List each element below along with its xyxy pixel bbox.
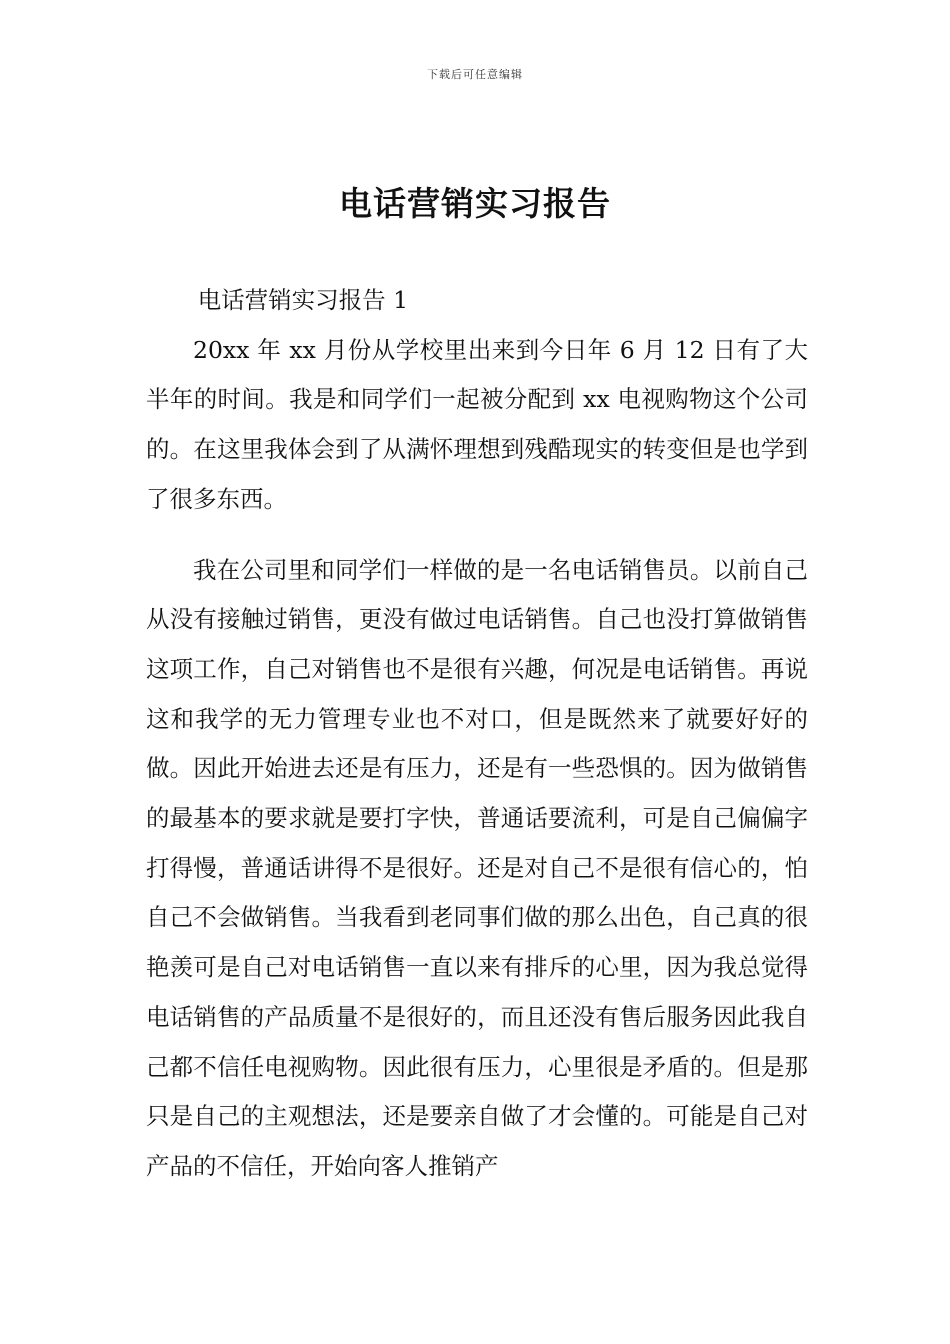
section-heading: 电话营销实习报告 1 bbox=[197, 286, 409, 314]
paragraph-1: 20xx 年 xx 月份从学校里出来到今日年 6 月 12 日有了大半年的时间。我是和同学们一起被分配到 xx 电视购物这个公司的。在这里我体会到了从满怀理想到残酷现实的转变但是也学到了很多东西。 bbox=[146, 335, 808, 513]
header-note: 下载后可任意编辑 bbox=[427, 68, 523, 81]
document-title: 电话营销实习报告 bbox=[339, 184, 611, 223]
paragraph-2: 我在公司里和同学们一样做的是一名电话销售员。以前自己从没有接触过销售，更没有做过电话销售。自己也没打算做销售这项工作，自己对销售也不是很有兴趣，何况是电话销售。再说这和我学的无力管理专业也不对口，但是既然来了就要好好的做。因此开始进去还是有压力，还是有一些恐惧的。因为做销售的最基本的要求就是要打字快，普通话要流利，可是自己偏偏字打得慢，普通话讲得不是很好。还是对自己不是很有信心的，怕自己不会做销售。当我看到老同事们做的那么出色，自己真的很艳羡可是自己对电话销售一直以来有排斥的心里，因为我总觉得电话销售的产品质量不是很好的，而且还没有售后服务因此我自己都不信任电视购物。因此很有压力，心里很是矛盾的。但是那只是自己的主观想法，还是要亲自做了才会懂的。可能是自己对产品的不信任，开始向客人推销产 bbox=[146, 555, 808, 1180]
document-body bbox=[146, 276, 808, 1192]
